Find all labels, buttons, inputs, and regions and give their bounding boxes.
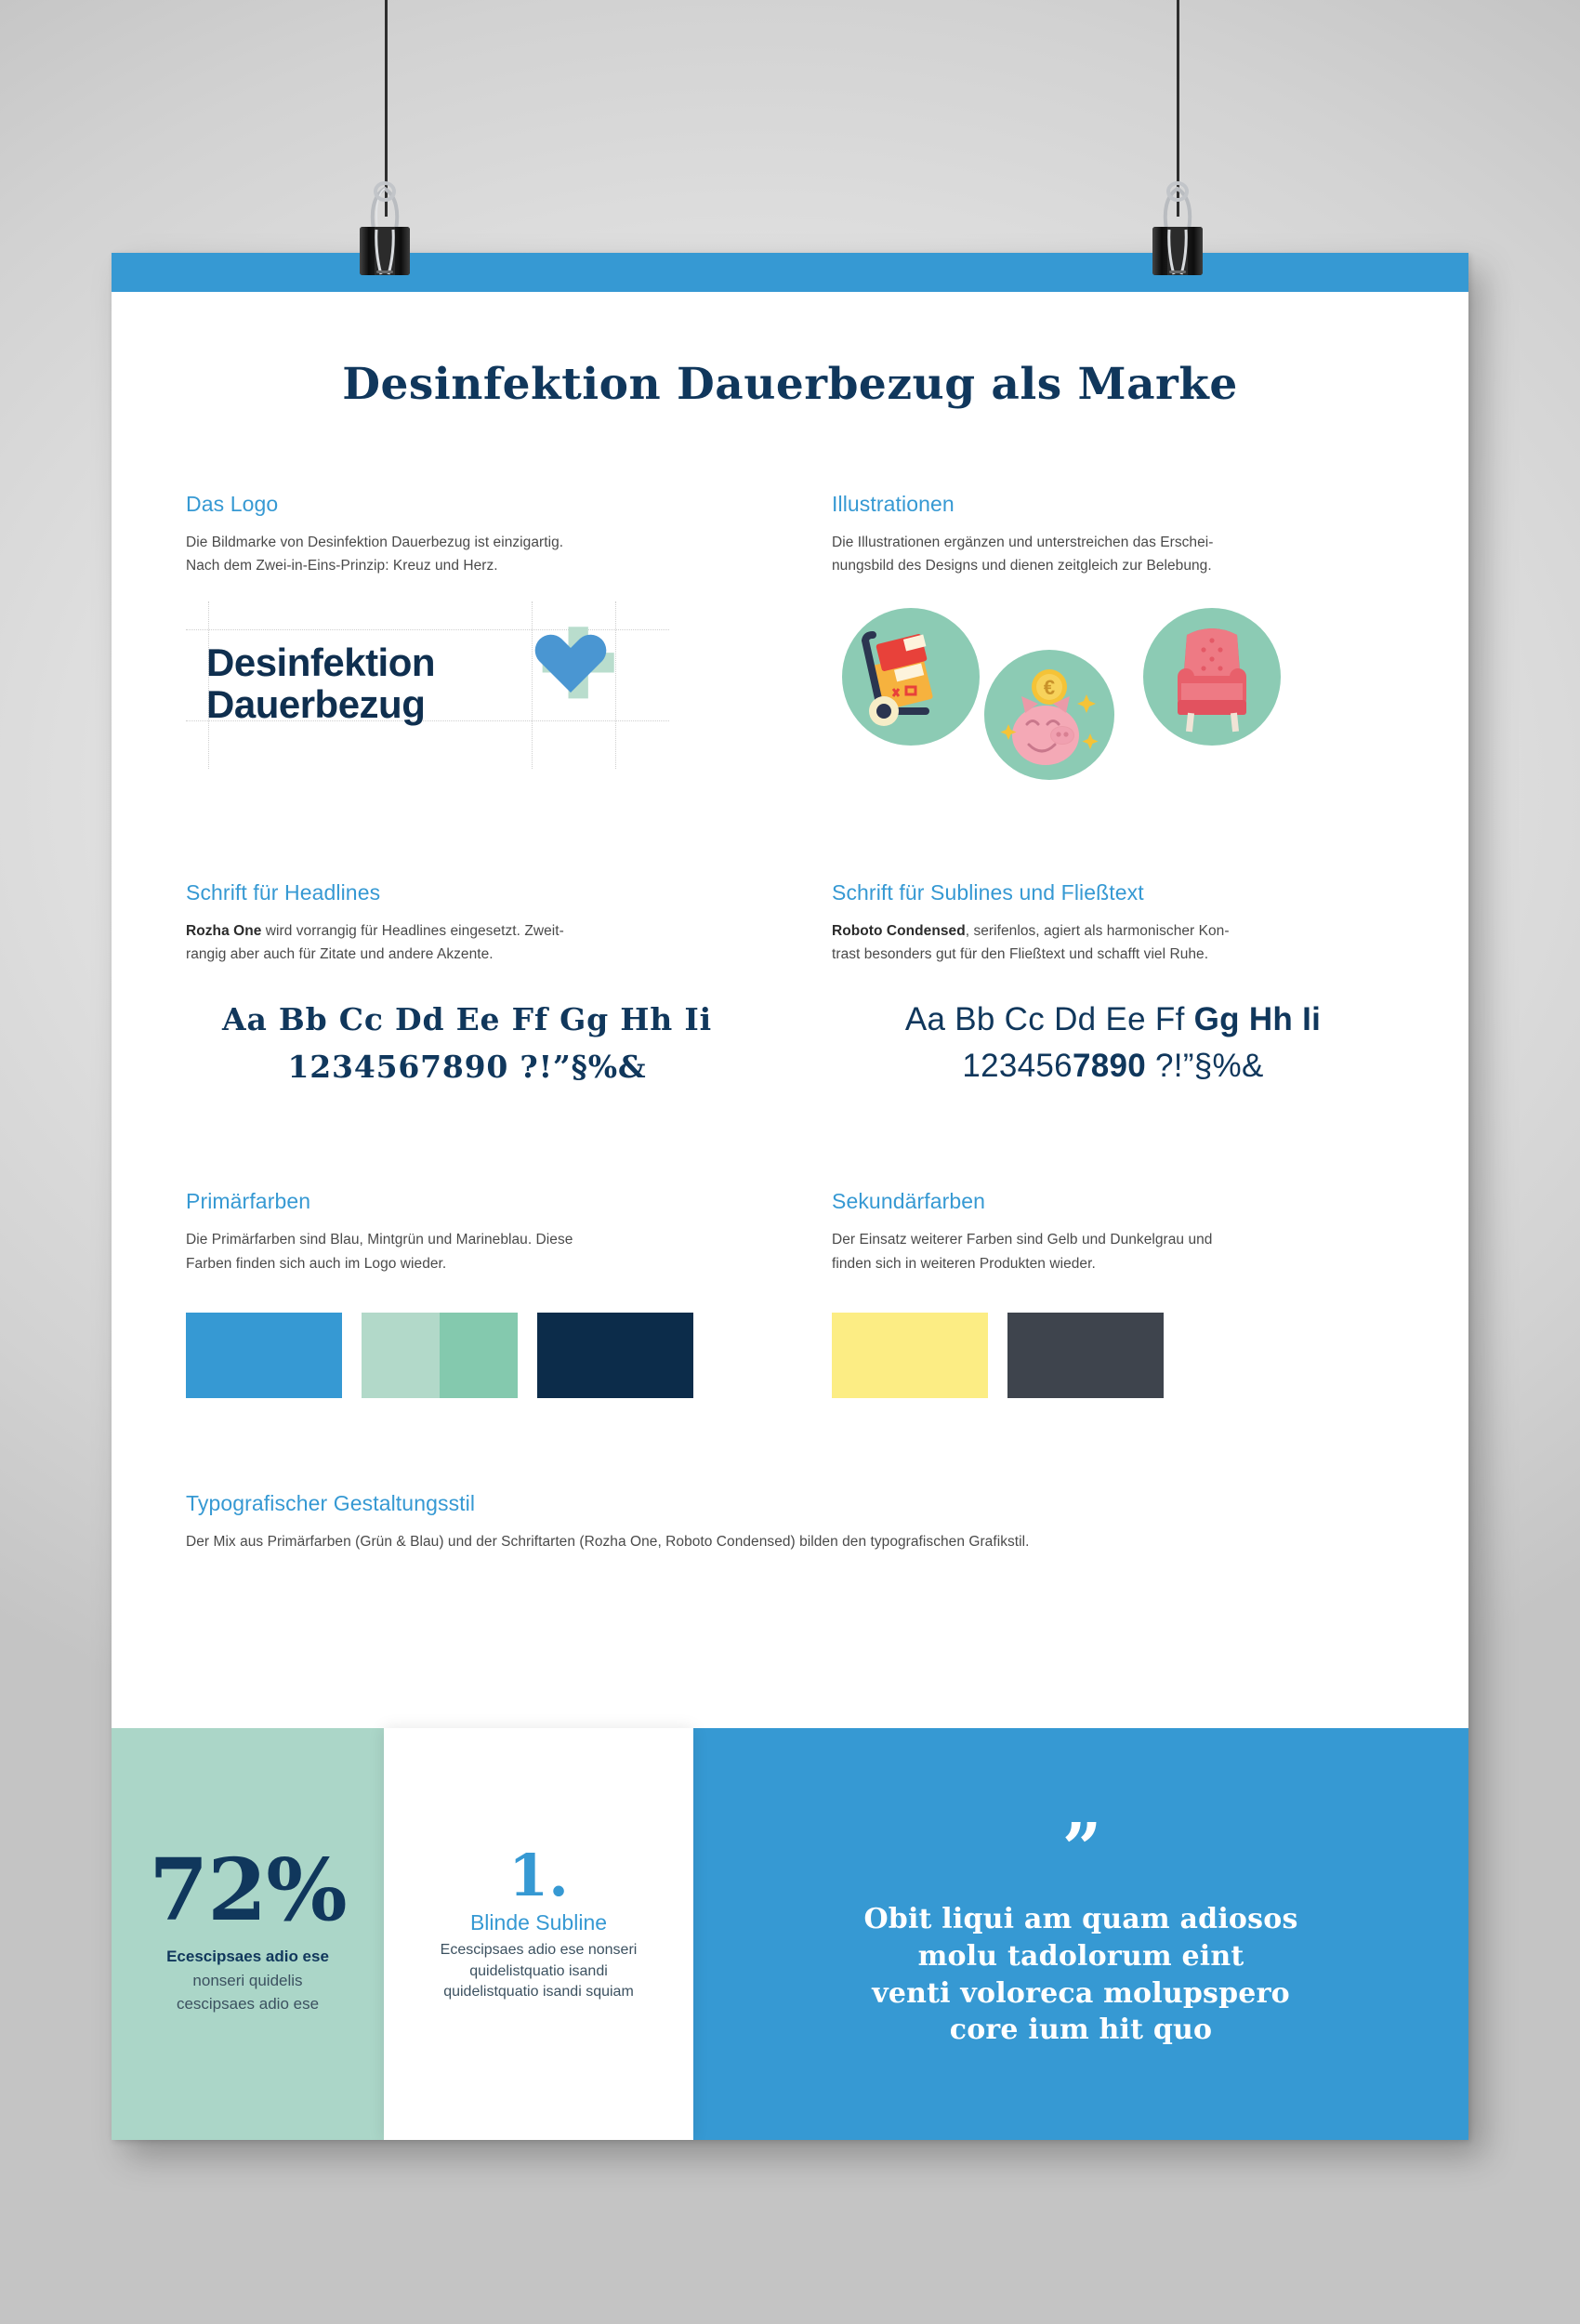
quote-mark-icon: ” [1061,1809,1100,1889]
section-text-illustrations [832,531,1394,577]
quote-line2: molu tadolorum eint [917,1939,1244,1973]
section-headline-font [186,880,748,1085]
section-text-secondary-colors [832,1228,1394,1274]
hand-truck-with-boxes-icon [837,603,984,755]
section-typographic-style [186,1491,1394,1553]
specimen-roboto-numbers [832,1048,1394,1085]
piggy-bank-with-euro-coin-icon [981,646,1118,788]
section-body-font [832,880,1394,1085]
quote-line4: core ium hit quo [949,2014,1213,2047]
specimen-rozha-letters: Aa Bb Cc Dd Ee Ff Gg Hh Ii [222,1001,712,1038]
section-secondary-colors [832,1189,1394,1397]
red-armchair-icon [1139,603,1285,755]
swatch-marineblau [537,1313,693,1398]
quote-line3: venti voloreca molupspero [872,1976,1290,2010]
binder-clip-right [1141,181,1214,284]
section-logo [186,492,748,778]
specimen-roboto-letters-bold: Gg Hh Ii [1193,1001,1322,1038]
brand-guideline-poster [112,253,1468,2140]
section-heading-logo: Das Logo [186,492,279,516]
section-heading-secondary-colors: Sekundärfarben [832,1189,986,1214]
list-body-line3: quidelistquatio isandi squiam [443,1984,634,2000]
specimen-roboto-numbers-regular: 456 [1017,1048,1073,1085]
swatch-mintgruen-hell [362,1313,440,1398]
swatch-mintgruen [362,1313,518,1398]
logo-wordmark-line1: Desinfektion [206,640,436,685]
quote-panel [693,1728,1468,2140]
swatch-mintgruen-dunkel [440,1313,518,1398]
quote-text [693,1901,1468,2048]
section-text-primary-colors [186,1228,748,1274]
headline-font-text-line2: rangig aber auch für Zitate und andere Akzente. [186,946,494,963]
section-heading-body-font: Schrift für Sublines und Fließtext [832,880,1144,905]
section-text-typographic-style: Der Mix aus Primärfarben (Grün & Blau) und der Schriftarten (Rozha One, Roboto Condensed) bilden den typografischen Grafikstil. [186,1533,1030,1550]
section-text-body-font [832,919,1394,966]
swatch-dunkelgrau [1007,1313,1164,1398]
logo-text-line1: Die Bildmarke von Desinfektion Dauerbezug ist einzigartig. [186,535,564,550]
section-heading-illustrations: Illustrationen [832,492,955,516]
primary-colors-line1: Die Primärfarben sind Blau, Mintgrün und Marineblau. Diese [186,1232,573,1248]
illus-text-line2: nungsbild des Designs und dienen zeitgleich zur Belebung. [832,558,1212,574]
specimen-roboto-letters [832,1001,1394,1038]
section-illustrations [832,492,1394,778]
specimen-roboto-letters-regular: Dd Ee Ff [1054,1001,1194,1038]
stat-number: 72% [149,1840,347,1940]
body-font-text-rest: , serifenlos, agiert als harmonischer Kon- [965,923,1230,940]
illustration-row [832,601,1394,778]
secondary-colors-line1: Der Einsatz weiterer Farben sind Gelb und Dunkelgrau und [832,1232,1213,1248]
logo-wordmark-line2: Dauerbezug [206,681,426,726]
list-number: 1. [508,1842,569,1909]
logo-construction-box [186,601,669,769]
primary-colors-line2: Farben finden sich auch im Logo wieder. [186,1255,447,1272]
stat-subtext-line2: cescipsaes adio ese [176,1994,320,2013]
section-heading-primary-colors: Primärfarben [186,1189,311,1214]
stat-title: Ecescipsaes adio ese [166,1948,329,1965]
bottom-panel-row [112,1728,1468,2140]
svg-text:€: € [1043,676,1056,700]
section-heading-headline-font: Schrift für Headlines [186,880,381,905]
section-text-logo [186,531,748,577]
stat-subtext-line1: nonseri quidelis [192,1972,303,1989]
specimen-roboto-condensed [832,1001,1394,1085]
page-title: Desinfektion Dauerbezug als Marke [342,359,1238,410]
stat-subtext [112,1970,384,2015]
specimen-roboto-numbers-light: 123 [962,1048,1018,1085]
primary-swatch-row [186,1313,748,1398]
binder-clip-left [349,181,421,284]
list-body-line2: quidelistquatio isandi [469,1962,608,1979]
specimen-roboto-letters-light: Aa Bb Cc [904,1001,1055,1038]
list-body [384,1940,693,2003]
secondary-colors-line2: finden sich in weiteren Produkten wieder. [832,1255,1096,1272]
list-subline: Blinde Subline [469,1910,608,1934]
list-panel [384,1728,693,2140]
specimen-rozha-one [186,1001,748,1085]
list-body-line1: Ecescipsaes adio ese nonseri [440,1942,638,1958]
swatch-blau [186,1313,342,1398]
section-text-headline-font [186,919,748,966]
headline-font-name: Rozha One [186,923,262,940]
specimen-roboto-symbols: ?!”§%& [1146,1048,1264,1085]
secondary-swatch-row [832,1313,1394,1398]
illus-text-line1: Die Illustrationen ergänzen und unterstreichen das Erschei- [832,535,1214,550]
swatch-gelb [832,1313,988,1398]
specimen-rozha-numbers: 1234567890 ?!”§%& [287,1049,647,1086]
headline-font-text-rest: wird vorrangig für Headlines eingesetzt. Zweit- [261,923,564,940]
specimen-roboto-numbers-bold: 7890 [1072,1048,1147,1085]
section-primary-colors [186,1189,748,1397]
logo-text-line2: Nach dem Zwei-in-Eins-Prinzip: Kreuz und Herz. [186,558,498,574]
body-font-name: Roboto Condensed [832,923,966,940]
body-font-text-line2: trast besonders gut für den Fließtext und schafft viel Ruhe. [832,946,1209,963]
stat-panel [112,1728,384,2140]
section-heading-typographic-style: Typografischer Gestaltungsstil [186,1490,476,1515]
quote-line1: Obit liqui am quam adiosos [863,1903,1298,1936]
logo-wordmark [206,642,435,725]
logo-mark-heart-cross [532,618,634,720]
poster-top-bar [112,253,1468,292]
